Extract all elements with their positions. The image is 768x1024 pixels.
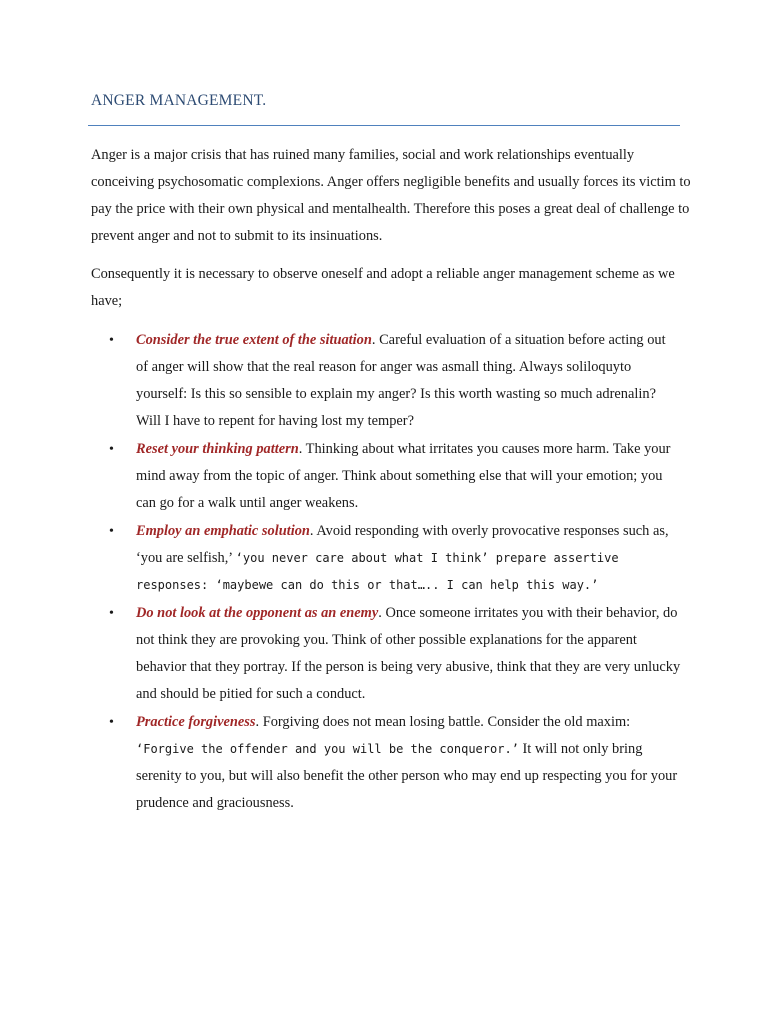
scheme-paragraph: Consequently it is necessary to observe oneself and adopt a reliable anger management scheme as we have; [91, 266, 675, 309]
bullet-icon: • [109, 715, 114, 730]
bullet-keyword: Consider the true extent of the situation [136, 332, 372, 348]
bullet-text: . Forgiving does not mean losing battle. Consider the old maxim: [255, 714, 631, 730]
bullet-quote: ‘Forgive the offender and you will be the conqueror.’ [136, 742, 519, 756]
list-item [0, 600, 681, 708]
bullet-icon: • [109, 606, 114, 621]
strategy-list [0, 327, 768, 817]
bullet-text: . Avoid responding with overly provocative responses such as, ‘you are selfish,’ [136, 523, 669, 566]
list-item [0, 327, 681, 435]
bullet-text: . Careful evaluation of a situation before acting out of anger will show that the real reason for anger was asmall thing. Always soliloquyto yourself: Is this so sensible to explain my anger? Is this worth wasting so much adrenalin? Will I have to repent for having lost my temper? [136, 332, 666, 429]
bullet-text: . Once someone irritates you with their behavior, do not think they are provoking you. Think of other possible explanations for the apparent behavior that they portray. If the person is being very abusive, think that they are very unlucky and should be pitied for such a conduct. [136, 605, 681, 702]
bullet-keyword: Reset your thinking pattern [136, 441, 299, 457]
bullet-icon: • [109, 442, 114, 457]
bullet-icon: • [109, 333, 114, 348]
bullet-icon: • [109, 524, 114, 539]
list-item [0, 436, 681, 517]
intro-paragraph: Anger is a major crisis that has ruined many families, social and work relationships eventually conceiving psychosomatic complexions. Anger offers negligible benefits and usually forces its victim to pay the price with their own physical and mentalhealth. Therefore this poses a great deal of challenge to prevent anger and not to submit to its insinuations. [91, 147, 691, 244]
list-item [0, 709, 681, 817]
bullet-text: . Thinking about what irritates you causes more harm. Take your mind away from the topic of anger. Think about something else that will your emotion; you can go for a walk until anger weakens. [136, 441, 671, 511]
bullet-quote: ‘you never care about what I think’ prepare assertive responses: ‘maybewe can do this or that….. I can help this way.’ [136, 551, 619, 592]
bullet-keyword: Practice forgiveness [136, 714, 256, 730]
bullet-tail: It will not only bring serenity to you, but will also benefit the other person who may end up respecting you for your prudence and graciousness. [136, 741, 678, 811]
title-divider [88, 125, 680, 126]
bullet-keyword: Employ an emphatic solution [136, 523, 310, 539]
bullet-keyword: Do not look at the opponent as an enemy [136, 605, 379, 621]
document-title: ANGER MANAGEMENT. [91, 92, 267, 109]
list-item [0, 518, 681, 599]
